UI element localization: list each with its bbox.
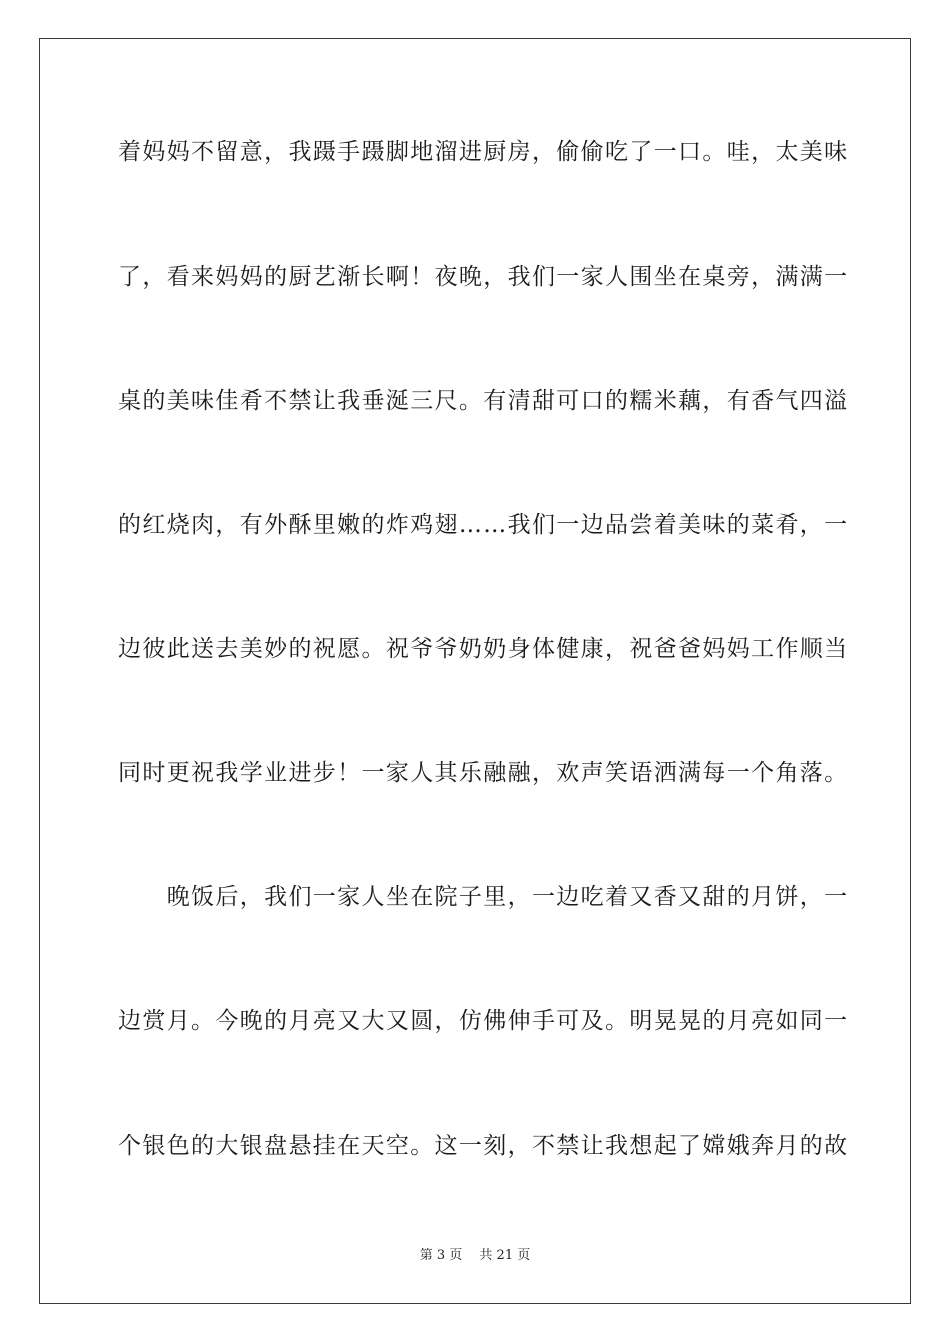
text-line: 边赏月。今晚的月亮又大又圆，仿佛伸手可及。明晃晃的月亮如同一 <box>118 1008 849 1034</box>
page-number-footer: 第 3 页 共 21 页 <box>419 1248 531 1263</box>
text-line: 晚饭后，我们一家人坐在院子里，一边吃着又香又甜的月饼，一 <box>118 884 849 910</box>
text-line: 了，看来妈妈的厨艺渐长啊！夜晚，我们一家人围坐在桌旁，满满一 <box>118 264 849 290</box>
text-line: 桌的美味佳肴不禁让我垂涎三尺。有清甜可口的糯米藕，有香气四溢 <box>118 388 849 414</box>
text-line: 同时更祝我学业进步！一家人其乐融融，欢声笑语洒满每一个角落。 <box>118 760 849 786</box>
page-border <box>39 38 911 1304</box>
text-line: 个银色的大银盘悬挂在天空。这一刻，不禁让我想起了嫦娥奔月的故 <box>118 1133 849 1159</box>
text-line: 边彼此送去美妙的祝愿。祝爷爷奶奶身体健康，祝爸爸妈妈工作顺当 <box>118 636 849 662</box>
text-line: 着妈妈不留意，我蹑手蹑脚地溜进厨房，偷偷吃了一口。哇，太美味 <box>118 139 849 165</box>
text-line: 的红烧肉，有外酥里嫩的炸鸡翅……我们一边品尝着美味的菜肴，一 <box>118 512 849 538</box>
